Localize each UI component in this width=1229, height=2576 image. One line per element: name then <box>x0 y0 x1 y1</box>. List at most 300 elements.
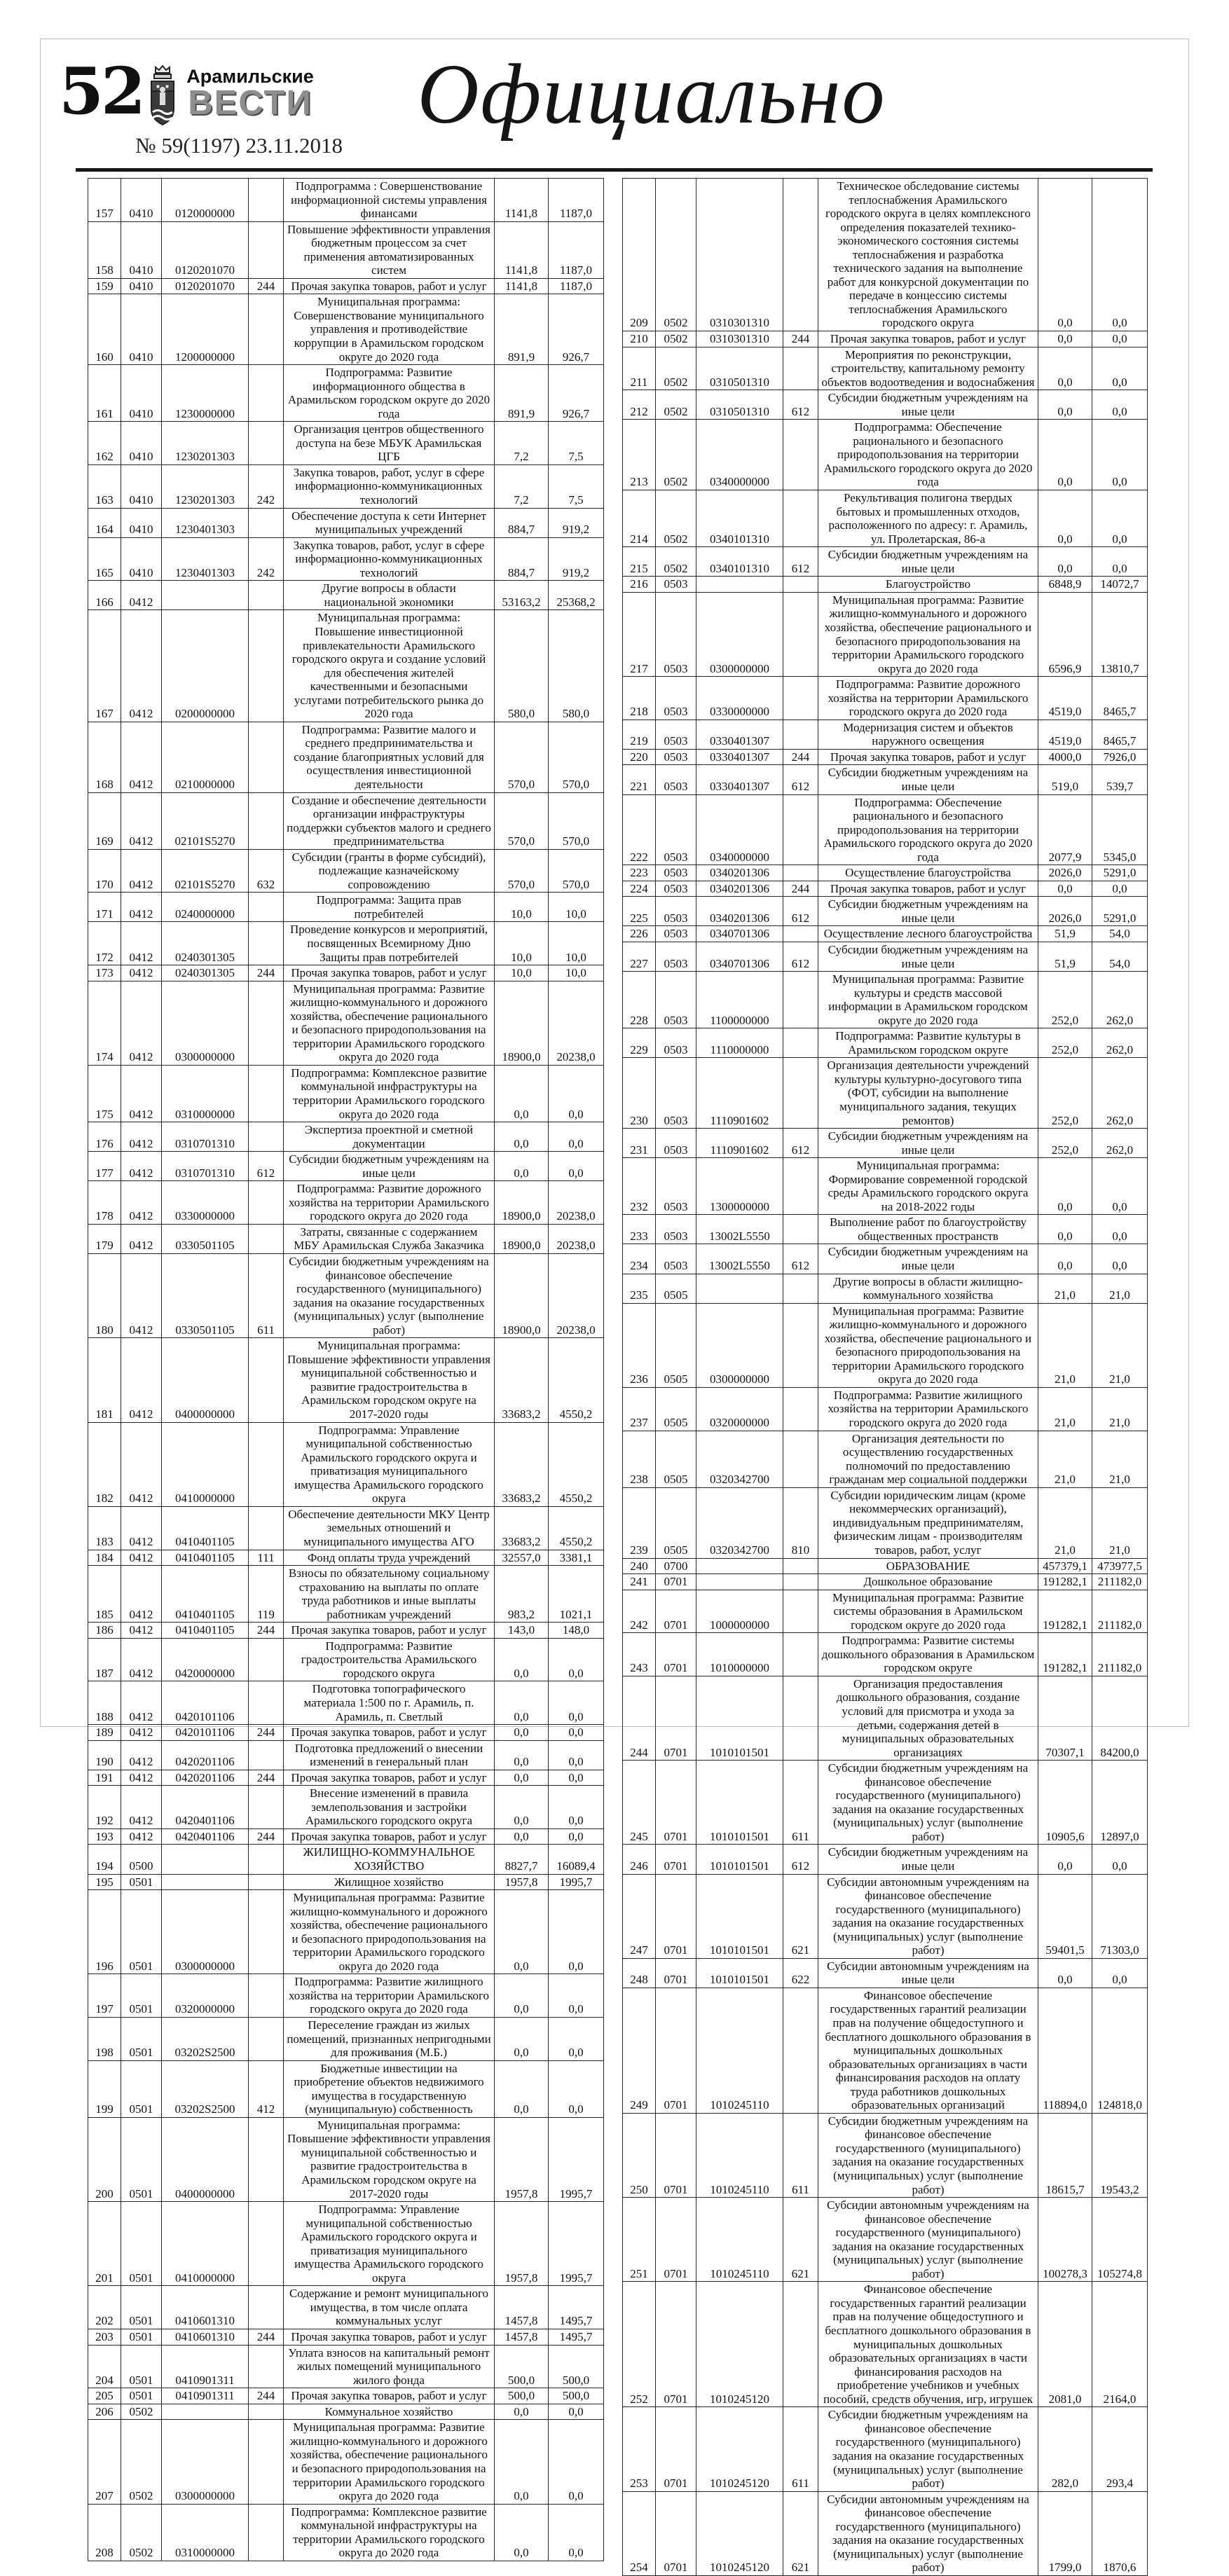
amount1-cell: 143,0 <box>495 1623 549 1639</box>
razdel-code-cell: 0505 <box>656 1387 696 1431</box>
row-number-cell: 238 <box>623 1431 656 1487</box>
amount2-cell: 500,0 <box>549 2345 604 2388</box>
amount1-cell: 21,0 <box>1038 1303 1092 1387</box>
razdel-code-cell: 0501 <box>121 2202 162 2286</box>
row-number-cell: 177 <box>88 1152 121 1181</box>
amount2-cell: 0,0 <box>549 1786 604 1829</box>
target-article-cell: 1010245110 <box>696 2113 783 2197</box>
amount1-cell: 0,0 <box>495 1681 549 1725</box>
amount2-cell: 84200,0 <box>1092 1676 1148 1760</box>
target-article-cell: 0410000000 <box>162 2202 249 2286</box>
expense-kind-cell <box>783 1303 818 1387</box>
amount2-cell: 21,0 <box>1092 1431 1148 1487</box>
name-cell: Подпрограмма: Обеспечение рационального и безопасного природопользования на территории Арамильского городского округа до 2020 года <box>818 794 1038 865</box>
name-cell: Субсидии бюджетным учреждениям на финансовое обеспечение государственного (муниципального) задания на оказание государственных (муниципальных) услуг (выполнение работ) <box>284 1254 495 1338</box>
name-cell: Подпрограмма: Управление муниципальной собственностью Арамильского городского округа и приватизация муниципального имущества Арамильского городского округа <box>284 1422 495 1506</box>
row-number-cell: 254 <box>623 2491 656 2575</box>
expense-kind-cell <box>249 1181 284 1225</box>
row-number-cell: 232 <box>623 1158 656 1215</box>
razdel-code-cell: 0412 <box>121 722 162 792</box>
name-cell: Подпрограмма: Комплексное развитие коммунальной инфраструктуры на территории Арамильского городского округа до 2020 года <box>284 1065 495 1122</box>
expense-kind-cell: 622 <box>783 1958 818 1988</box>
amount1-cell: 118894,0 <box>1038 1988 1092 2113</box>
table-row <box>88 365 604 422</box>
expense-kind-cell: 244 <box>783 749 818 765</box>
table-row <box>623 1487 1148 1558</box>
amount1-cell: 51,9 <box>1038 942 1092 971</box>
amount2-cell: 1995,7 <box>549 1874 604 1890</box>
amount1-cell: 0,0 <box>495 1065 549 1122</box>
amount1-cell: 983,2 <box>495 1566 549 1623</box>
amount1-cell: 0,0 <box>1038 1958 1092 1988</box>
amount1-cell: 8827,7 <box>495 1845 549 1874</box>
name-cell: Субсидии автономным учреждениям на иные цели <box>818 1958 1038 1988</box>
expense-kind-cell <box>783 1215 818 1244</box>
expense-kind-cell <box>783 1676 818 1760</box>
amount2-cell: 0,0 <box>549 1828 604 1845</box>
table-row <box>88 1338 604 1422</box>
amount2-cell: 262,0 <box>1092 972 1148 1028</box>
table-row <box>88 1181 604 1225</box>
row-number-cell: 212 <box>623 390 656 420</box>
amount2-cell: 293,4 <box>1092 2407 1148 2491</box>
row-number-cell: 170 <box>88 849 121 893</box>
razdel-code-cell: 0503 <box>656 765 696 794</box>
amount1-cell: 2081,0 <box>1038 2282 1092 2407</box>
expense-kind-cell <box>783 972 818 1028</box>
amount2-cell: 0,0 <box>1092 881 1148 897</box>
amount1-cell: 0,0 <box>495 1974 549 2018</box>
amount1-cell: 500,0 <box>495 2345 549 2388</box>
target-article-cell: 1010101501 <box>696 1676 783 1760</box>
name-cell: Финансовое обеспечение государственных гарантий реализации прав на получение общедоступного и бесплатного дошкольного образования в муниципальных дошкольных образовательных организациях в части финансирования расходов на приобретение учебников и учебных пособий, средств обучения, игр, игрушек <box>818 2282 1038 2407</box>
razdel-code-cell: 0700 <box>656 1558 696 1574</box>
amount1-cell: 0,0 <box>1038 390 1092 420</box>
row-number-cell: 245 <box>623 1761 656 1845</box>
table-row <box>623 1215 1148 1244</box>
expense-kind-cell <box>249 792 284 849</box>
name-cell: Мероприятия по реконструкции, строительству, капитальному ремонту объектов водоотведения и водоснабжения <box>818 347 1038 390</box>
amount2-cell: 21,0 <box>1092 1387 1148 1431</box>
table-row <box>88 1422 604 1506</box>
name-cell: Закупка товаров, работ, услуг в сфере информационно-коммуникационных технологий <box>284 464 495 508</box>
name-cell: Обеспечение доступа к сети Интернет муниципальных учреждений <box>284 508 495 537</box>
amount2-cell: 5291,0 <box>1092 897 1148 926</box>
name-cell: Субсидии автономным учреждениям на финансовое обеспечение государственного (муниципального) задания на оказание государственных (муниципальных) услуг (выполнение работ) <box>818 2491 1038 2575</box>
row-number-cell: 187 <box>88 1638 121 1681</box>
name-cell: Прочая закупка товаров, работ и услуг <box>284 1623 495 1639</box>
amount1-cell: 891,9 <box>495 365 549 422</box>
expense-kind-cell <box>249 1974 284 2018</box>
row-number-cell: 247 <box>623 1874 656 1958</box>
table-row <box>623 1574 1148 1590</box>
table-row <box>88 1740 604 1770</box>
name-cell: Прочая закупка товаров, работ и услуг <box>284 2388 495 2404</box>
razdel-code-cell: 0701 <box>656 1874 696 1958</box>
razdel-code-cell: 0412 <box>121 1828 162 1845</box>
name-cell: Внесение изменений в правила землепользования и застройки Арамильского городского округа <box>284 1786 495 1829</box>
amount2-cell: 0,0 <box>1092 1244 1148 1274</box>
amount1-cell: 33683,2 <box>495 1506 549 1550</box>
expense-kind-cell <box>249 2504 284 2561</box>
name-cell: Муниципальная программа: Развитие системы образования в Арамильском городском округе до 2020 года <box>818 1590 1038 1633</box>
amount2-cell: 0,0 <box>549 2404 604 2420</box>
expense-kind-cell <box>783 1558 818 1574</box>
amount1-cell: 0,0 <box>495 2504 549 2561</box>
row-number-cell: 227 <box>623 942 656 971</box>
row-number-cell: 192 <box>88 1786 121 1829</box>
target-article-cell: 1230401303 <box>162 537 249 581</box>
amount1-cell: 0,0 <box>1038 881 1092 897</box>
expense-kind-cell: 621 <box>783 2198 818 2282</box>
amount2-cell: 0,0 <box>549 1122 604 1152</box>
table-row <box>623 942 1148 971</box>
amount2-cell: 2164,0 <box>1092 2282 1148 2407</box>
row-number-cell: 191 <box>88 1770 121 1786</box>
table-row <box>88 2420 604 2504</box>
expense-kind-cell: 612 <box>783 765 818 794</box>
table-row <box>88 849 604 893</box>
row-number-cell: 158 <box>88 221 121 278</box>
razdel-code-cell: 0505 <box>656 1431 696 1487</box>
target-article-cell: 0320342700 <box>696 1431 783 1487</box>
expense-kind-cell: 611 <box>783 1761 818 1845</box>
amount1-cell: 0,0 <box>1038 490 1092 547</box>
amount2-cell: 211182,0 <box>1092 1574 1148 1590</box>
row-number-cell: 203 <box>88 2329 121 2346</box>
amount2-cell: 262,0 <box>1092 1058 1148 1129</box>
expense-kind-cell <box>783 719 818 749</box>
table-row <box>623 865 1148 881</box>
amount2-cell: 20238,0 <box>549 1181 604 1225</box>
target-article-cell: 02101S5270 <box>162 849 249 893</box>
amount2-cell: 19543,2 <box>1092 2113 1148 2197</box>
target-article-cell: 0410601310 <box>162 2286 249 2329</box>
razdel-code-cell: 0412 <box>121 1422 162 1506</box>
row-number-cell: 230 <box>623 1058 656 1129</box>
target-article-cell: 1010101501 <box>696 1845 783 1874</box>
row-number-cell: 235 <box>623 1274 656 1303</box>
expense-kind-cell <box>783 1274 818 1303</box>
row-number-cell: 185 <box>88 1566 121 1623</box>
expense-kind-cell <box>249 422 284 465</box>
table-row <box>623 1303 1148 1387</box>
amount1-cell: 0,0 <box>1038 331 1092 347</box>
row-number-cell: 184 <box>88 1550 121 1566</box>
amount1-cell: 0,0 <box>1038 1244 1092 1274</box>
razdel-code-cell: 0412 <box>121 849 162 893</box>
row-number-cell: 242 <box>623 1590 656 1633</box>
row-number-cell: 172 <box>88 922 121 965</box>
amount1-cell: 2026,0 <box>1038 865 1092 881</box>
budget-table-left-body <box>88 179 604 2561</box>
table-row <box>88 1065 604 1122</box>
table-row <box>623 1158 1148 1215</box>
target-article-cell: 0410401105 <box>162 1566 249 1623</box>
razdel-code-cell: 0503 <box>656 972 696 1028</box>
razdel-code-cell: 0502 <box>121 2504 162 2561</box>
row-number-cell: 161 <box>88 365 121 422</box>
expense-kind-cell <box>249 1681 284 1725</box>
target-article-cell: 0420000000 <box>162 1638 249 1681</box>
amount1-cell: 1141,8 <box>495 278 549 294</box>
target-article-cell <box>162 1874 249 1890</box>
target-article-cell: 0310501310 <box>696 347 783 390</box>
target-article-cell: 1100000000 <box>696 972 783 1028</box>
expense-kind-cell <box>783 1633 818 1676</box>
amount1-cell: 33683,2 <box>495 1338 549 1422</box>
expense-kind-cell <box>783 1158 818 1215</box>
row-number-cell: 160 <box>88 294 121 365</box>
target-article-cell: 0240000000 <box>162 893 249 922</box>
amount2-cell: 211182,0 <box>1092 1633 1148 1676</box>
razdel-code-cell: 0412 <box>121 1122 162 1152</box>
target-article-cell: 1010245120 <box>696 2491 783 2575</box>
name-cell: Подпрограмма: Защита прав потребителей <box>284 893 495 922</box>
name-cell: Подпрограмма: Развитие дорожного хозяйства на территории Арамильского городского округа до 2020 года <box>818 677 1038 720</box>
row-number-cell: 168 <box>88 722 121 792</box>
razdel-code-cell: 0701 <box>656 1590 696 1633</box>
table-row <box>88 1770 604 1786</box>
table-row <box>623 1244 1148 1274</box>
table-row <box>88 581 604 610</box>
row-number-cell: 200 <box>88 2117 121 2201</box>
table-row <box>623 926 1148 942</box>
expense-kind-cell: 621 <box>783 1874 818 1958</box>
name-cell: Организация деятельности учреждений культуры культурно-досугового типа (ФОТ, субсидии на выполнение муниципального задания, текущих ремонтов) <box>818 1058 1038 1129</box>
table-row <box>88 2060 604 2117</box>
amount2-cell: 7926,0 <box>1092 749 1148 765</box>
amount1-cell: 33683,2 <box>495 1422 549 1506</box>
expense-kind-cell <box>249 2420 284 2504</box>
expense-kind-cell <box>783 1058 818 1129</box>
amount2-cell: 21,0 <box>1092 1274 1148 1303</box>
amount2-cell: 0,0 <box>1092 1158 1148 1215</box>
razdel-code-cell: 0501 <box>121 1890 162 1974</box>
table-row <box>88 2286 604 2329</box>
amount2-cell: 0,0 <box>1092 331 1148 347</box>
table-row <box>88 2329 604 2346</box>
table-row <box>88 610 604 722</box>
target-article-cell: 1010101501 <box>696 1958 783 1988</box>
target-article-cell: 1230000000 <box>162 365 249 422</box>
razdel-code-cell: 0505 <box>656 1274 696 1303</box>
target-article-cell: 0330501105 <box>162 1224 249 1253</box>
table-row <box>88 179 604 222</box>
row-number-cell: 210 <box>623 331 656 347</box>
name-cell: Проведение конкурсов и мероприятий, посвященных Всемирному Дню Защиты прав потребителей <box>284 922 495 965</box>
expense-kind-cell <box>249 1740 284 1770</box>
name-cell: Фонд оплаты труда учреждений <box>284 1550 495 1566</box>
amount1-cell: 0,0 <box>495 2060 549 2117</box>
expense-kind-cell <box>783 592 818 676</box>
amount2-cell: 21,0 <box>1092 1487 1148 1558</box>
target-article-cell: 0340201306 <box>696 897 783 926</box>
target-article-cell: 0120201070 <box>162 221 249 278</box>
razdel-code-cell: 0501 <box>121 2345 162 2388</box>
target-article-cell: 0410401105 <box>162 1623 249 1639</box>
name-cell: Муниципальная программа: Формирование современной городской среды Арамильского городского округа на 2018-2022 годы <box>818 1158 1038 1215</box>
amount2-cell: 105274,8 <box>1092 2198 1148 2282</box>
razdel-code-cell: 0503 <box>656 881 696 897</box>
table-row <box>623 677 1148 720</box>
row-number-cell: 209 <box>623 179 656 331</box>
amount2-cell: 124818,0 <box>1092 1988 1148 2113</box>
razdel-code-cell: 0412 <box>121 981 162 1065</box>
page-number: 52 <box>59 53 144 129</box>
expense-kind-cell <box>249 1338 284 1422</box>
razdel-code-cell: 0701 <box>656 1574 696 1590</box>
table-row <box>88 1681 604 1725</box>
target-article-cell: 13002L5550 <box>696 1215 783 1244</box>
row-number-cell: 208 <box>88 2504 121 2561</box>
target-article-cell: 0300000000 <box>162 2420 249 2504</box>
row-number-cell: 163 <box>88 464 121 508</box>
row-number-cell: 234 <box>623 1244 656 1274</box>
row-number-cell: 180 <box>88 1254 121 1338</box>
target-article-cell <box>696 1274 783 1303</box>
razdel-code-cell: 0503 <box>656 749 696 765</box>
target-article-cell: 0330401307 <box>696 749 783 765</box>
expense-kind-cell <box>783 1574 818 1590</box>
expense-kind-cell <box>249 1224 284 1253</box>
amount2-cell: 1187,0 <box>549 221 604 278</box>
amount2-cell: 0,0 <box>549 1770 604 1786</box>
target-article-cell: 1010101501 <box>696 1761 783 1845</box>
table-row <box>623 1845 1148 1874</box>
row-number-cell: 216 <box>623 577 656 593</box>
expense-kind-cell: 612 <box>783 897 818 926</box>
expense-kind-cell <box>249 1422 284 1506</box>
razdel-code-cell: 0501 <box>121 2018 162 2061</box>
table-row <box>88 1152 604 1181</box>
target-article-cell: 0340201306 <box>696 865 783 881</box>
amount1-cell: 7,2 <box>495 464 549 508</box>
table-row <box>88 2345 604 2388</box>
amount1-cell: 580,0 <box>495 610 549 722</box>
amount2-cell: 0,0 <box>1092 179 1148 331</box>
table-row <box>88 1254 604 1338</box>
row-number-cell: 253 <box>623 2407 656 2491</box>
table-row <box>623 881 1148 897</box>
target-article-cell <box>162 1845 249 1874</box>
row-number-cell: 197 <box>88 1974 121 2018</box>
row-number-cell: 198 <box>88 2018 121 2061</box>
amount2-cell: 0,0 <box>1092 490 1148 547</box>
amount1-cell: 10905,6 <box>1038 1761 1092 1845</box>
amount1-cell: 51,9 <box>1038 926 1092 942</box>
target-article-cell: 0310701310 <box>162 1122 249 1152</box>
amount1-cell: 0,0 <box>495 1786 549 1829</box>
razdel-code-cell: 0412 <box>121 1550 162 1566</box>
target-article-cell: 0400000000 <box>162 1338 249 1422</box>
row-number-cell: 228 <box>623 972 656 1028</box>
row-number-cell: 181 <box>88 1338 121 1422</box>
table-row <box>88 1874 604 1890</box>
expense-kind-cell: 244 <box>249 2329 284 2346</box>
table-row <box>88 1566 604 1623</box>
name-cell: Подпрограмма: Обеспечение рационального и безопасного природопользования на территории Арамильского городского округа до 2020 года <box>818 420 1038 490</box>
table-row <box>88 2117 604 2201</box>
amount2-cell: 1021,1 <box>549 1566 604 1623</box>
razdel-code-cell: 0501 <box>121 2117 162 2201</box>
row-number-cell: 218 <box>623 677 656 720</box>
amount1-cell: 1141,8 <box>495 221 549 278</box>
amount1-cell: 1141,8 <box>495 179 549 222</box>
expense-kind-cell <box>249 1890 284 1974</box>
name-cell: Субсидии юридическим лицам (кроме некоммерческих организаций), индивидуальным предпринимателям, физическим лицам - производителям товаров, работ, услуг <box>818 1487 1038 1558</box>
expense-kind-cell <box>783 490 818 547</box>
amount2-cell: 919,2 <box>549 537 604 581</box>
row-number-cell: 202 <box>88 2286 121 2329</box>
amount2-cell: 0,0 <box>549 1681 604 1725</box>
razdel-code-cell: 0501 <box>121 1974 162 2018</box>
amount1-cell: 10,0 <box>495 893 549 922</box>
row-number-cell: 196 <box>88 1890 121 1974</box>
row-number-cell: 229 <box>623 1028 656 1058</box>
amount1-cell: 0,0 <box>495 1770 549 1786</box>
name-cell: Муниципальная программа: Развитие жилищно-коммунального и дорожного хозяйства, обеспечение рационального и безопасного природопользования на территории Арамильского городского округа до 2020 года <box>818 592 1038 676</box>
row-number-cell: 237 <box>623 1387 656 1431</box>
name-cell: Муниципальная программа: Повышение эффективности управления муниципальной собственностью и развитие градостроительства в Арамильском городском округе на 2017-2020 годы <box>284 1338 495 1422</box>
table-row <box>88 1224 604 1253</box>
amount2-cell: 0,0 <box>1092 1215 1148 1244</box>
razdel-code-cell: 0502 <box>656 347 696 390</box>
amount2-cell: 7,5 <box>549 422 604 465</box>
row-number-cell: 221 <box>623 765 656 794</box>
target-article-cell: 0340701306 <box>696 942 783 971</box>
table-row <box>88 1623 604 1639</box>
razdel-code-cell: 0412 <box>121 1254 162 1338</box>
table-row <box>88 1786 604 1829</box>
row-number-cell: 171 <box>88 893 121 922</box>
table-row <box>623 719 1148 749</box>
target-article-cell: 0120000000 <box>162 179 249 222</box>
expense-kind-cell: 612 <box>249 1152 284 1181</box>
name-cell: Субсидии бюджетным учреждениям на финансовое обеспечение государственного (муниципального) задания на оказание государственных (муниципальных) услуг (выполнение работ) <box>818 2407 1038 2491</box>
expense-kind-cell: 244 <box>249 278 284 294</box>
paper-name-top: Арамильские <box>186 66 314 87</box>
razdel-code-cell: 0412 <box>121 1506 162 1550</box>
amount1-cell: 0,0 <box>495 2018 549 2061</box>
row-number-cell: 246 <box>623 1845 656 1874</box>
table-row <box>88 1506 604 1550</box>
target-article-cell: 0330000000 <box>162 1181 249 1225</box>
amount1-cell: 4519,0 <box>1038 677 1092 720</box>
amount1-cell: 0,0 <box>1038 420 1092 490</box>
row-number-cell: 205 <box>88 2388 121 2404</box>
expense-kind-cell: 244 <box>249 1828 284 1845</box>
row-number-cell: 251 <box>623 2198 656 2282</box>
amount1-cell: 0,0 <box>495 1828 549 1845</box>
target-article-cell <box>696 1558 783 1574</box>
amount1-cell: 6596,9 <box>1038 592 1092 676</box>
target-article-cell: 0120201070 <box>162 278 249 294</box>
razdel-code-cell: 0503 <box>656 865 696 881</box>
name-cell: Взносы по обязательному социальному страхованию на выплаты по оплате труда работников и иные выплаты работникам учреждений <box>284 1566 495 1623</box>
amount2-cell: 20238,0 <box>549 981 604 1065</box>
expense-kind-cell <box>783 577 818 593</box>
amount2-cell: 1187,0 <box>549 179 604 222</box>
name-cell: Подпрограмма: Развитие жилищного хозяйства на территории Арамильского городского округа до 2020 года <box>284 1974 495 2018</box>
expense-kind-cell: 242 <box>249 537 284 581</box>
expense-kind-cell <box>249 1845 284 1874</box>
razdel-code-cell: 0412 <box>121 1770 162 1786</box>
name-cell: Осуществление благоустройства <box>818 865 1038 881</box>
name-cell: Муниципальная программа: Повышение инвестиционной привлекательности Арамильского городского округа и создание условий для обеспечения жителей качественными и безопасными услугами потребительского рынка до 2020 года <box>284 610 495 722</box>
row-number-cell: 222 <box>623 794 656 865</box>
name-cell: Подпрограмма : Совершенствование информационной системы управления финансами <box>284 179 495 222</box>
